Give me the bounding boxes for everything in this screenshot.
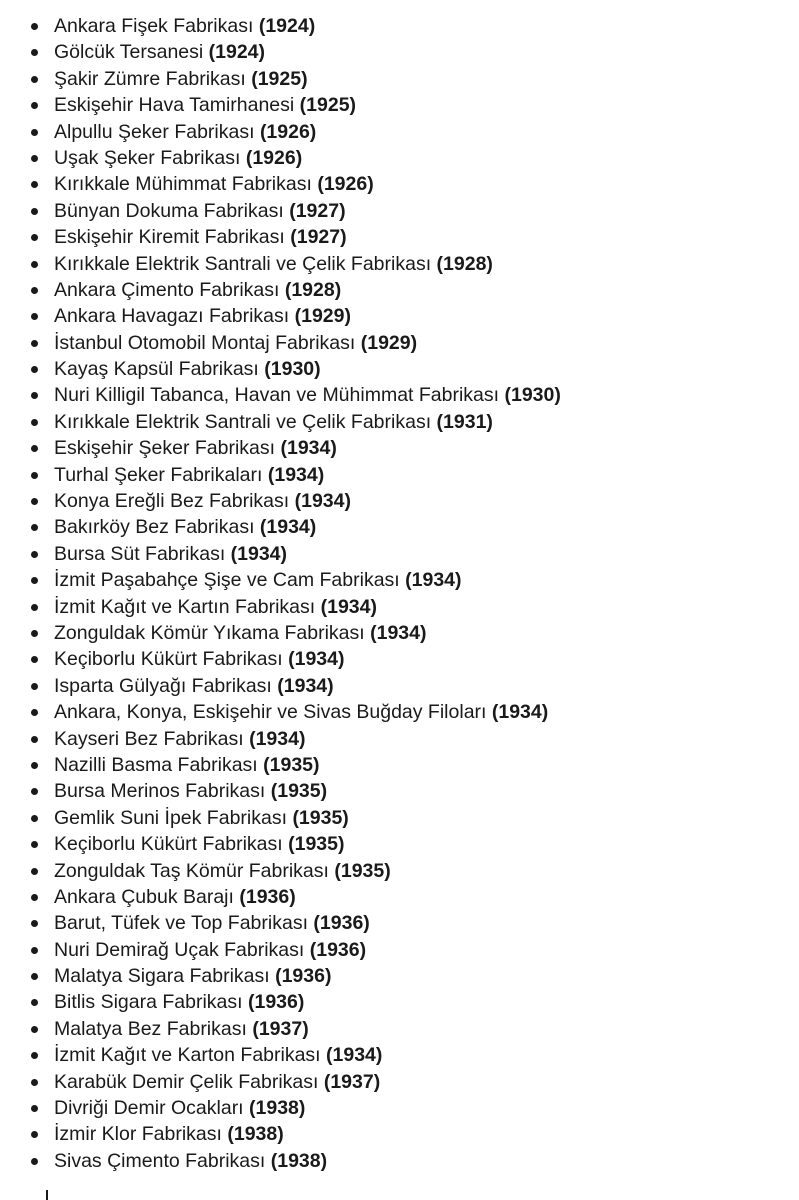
list-item bbox=[0, 726, 799, 752]
list-item bbox=[0, 514, 799, 540]
factory-name: Karabük Demir Çelik Fabrikası bbox=[54, 1070, 319, 1093]
list-item bbox=[0, 435, 799, 461]
factory-name: Uşak Şeker Fabrikası bbox=[54, 146, 241, 169]
factory-year: (1927) bbox=[290, 226, 347, 249]
bullet-icon bbox=[31, 392, 38, 399]
factory-name: Ankara, Konya, Eskişehir ve Sivas Buğday Filoları bbox=[54, 701, 487, 724]
factory-year: (1934) bbox=[259, 516, 317, 539]
bullet-icon bbox=[31, 498, 38, 505]
factory-year: (1934) bbox=[288, 648, 345, 671]
factory-year: (1929) bbox=[360, 331, 418, 354]
factory-year: (1936) bbox=[313, 912, 370, 935]
bullet-icon bbox=[31, 1131, 38, 1138]
bullet-icon bbox=[31, 261, 38, 268]
bullet-icon bbox=[31, 788, 38, 795]
factory-name: Nazilli Basma Fabrikası bbox=[54, 753, 258, 776]
bullet-icon bbox=[31, 973, 38, 980]
list-item bbox=[0, 92, 799, 118]
factory-year: (1936) bbox=[275, 965, 332, 988]
factory-year: (1938) bbox=[249, 1097, 306, 1120]
stray-mark bbox=[46, 1190, 48, 1200]
list-item bbox=[0, 277, 799, 303]
factory-name: Ankara Fişek Fabrikası bbox=[54, 15, 254, 37]
factory-name: Bursa Süt Fabrikası bbox=[54, 542, 226, 565]
list-item bbox=[0, 39, 799, 65]
factory-year: (1925) bbox=[299, 94, 357, 117]
list-item bbox=[0, 330, 799, 356]
bullet-icon bbox=[31, 1026, 38, 1033]
factory-name: Nuri Demirağ Uçak Fabrikası bbox=[54, 938, 305, 961]
bullet-icon bbox=[31, 76, 38, 83]
list-item bbox=[0, 1069, 799, 1095]
factory-name: Barut, Tüfek ve Top Fabrikası bbox=[54, 912, 308, 935]
bullet-icon bbox=[31, 419, 38, 426]
list-item bbox=[0, 462, 799, 488]
bullet-icon bbox=[31, 630, 38, 637]
factory-name: Malatya Bez Fabrikası bbox=[54, 1017, 247, 1040]
factory-year: (1934) bbox=[326, 1044, 383, 1067]
factory-name: Eskişehir Hava Tamirhanesi bbox=[54, 94, 295, 117]
factory-name: Bitlis Sigara Fabrikası bbox=[54, 991, 243, 1014]
list-item bbox=[0, 382, 799, 408]
factory-name: Şakir Zümre Fabrikası bbox=[54, 67, 246, 90]
bullet-icon bbox=[31, 1105, 38, 1112]
list-item bbox=[0, 541, 799, 567]
bullet-icon bbox=[31, 129, 38, 136]
factory-year: (1934) bbox=[491, 701, 549, 724]
list-item bbox=[0, 594, 799, 620]
factory-year: (1936) bbox=[248, 991, 305, 1014]
bullet-icon bbox=[31, 551, 38, 558]
factory-year: (1934) bbox=[370, 621, 427, 644]
list-item bbox=[0, 13, 799, 39]
bullet-icon bbox=[31, 841, 38, 848]
list-item bbox=[0, 805, 799, 831]
bullet-icon bbox=[31, 1158, 38, 1165]
factory-year: (1930) bbox=[264, 358, 321, 381]
bullet-icon bbox=[31, 287, 38, 294]
list-item bbox=[0, 119, 799, 145]
factory-year: (1929) bbox=[294, 305, 351, 328]
bullet-icon bbox=[31, 524, 38, 531]
bullet-icon bbox=[31, 920, 38, 927]
bullet-icon bbox=[31, 102, 38, 109]
bullet-icon bbox=[31, 445, 38, 452]
bullet-icon bbox=[31, 999, 38, 1006]
list-item bbox=[0, 831, 799, 857]
factory-name: Alpullu Şeker Fabrikası bbox=[54, 120, 255, 143]
list-item bbox=[0, 699, 799, 725]
bullet-icon bbox=[31, 155, 38, 162]
bullet-icon bbox=[31, 1079, 38, 1086]
list-item bbox=[0, 646, 799, 672]
factory-year: (1937) bbox=[252, 1017, 309, 1040]
bullet-icon bbox=[31, 49, 38, 56]
factory-name: İzmit Kağıt ve Kartın Fabrikası bbox=[54, 595, 316, 618]
factory-year: (1934) bbox=[267, 463, 325, 486]
factory-year: (1934) bbox=[277, 674, 334, 697]
bullet-icon bbox=[31, 340, 38, 347]
factory-name: Zonguldak Kömür Yıkama Fabrikası bbox=[54, 621, 365, 644]
factory-name: Malatya Sigara Fabrikası bbox=[54, 965, 270, 988]
list-item bbox=[0, 567, 799, 593]
factory-year: (1935) bbox=[288, 833, 345, 856]
bullet-icon bbox=[31, 366, 38, 373]
list-item bbox=[0, 1121, 799, 1147]
bullet-icon bbox=[31, 815, 38, 822]
factory-name: Divriği Demir Ocakları bbox=[54, 1097, 244, 1120]
factory-year: (1934) bbox=[249, 727, 306, 750]
factory-name: Keçiborlu Kükürt Fabrikası bbox=[54, 648, 283, 671]
factory-name: Gölcük Tersanesi bbox=[54, 41, 204, 64]
bullet-icon bbox=[31, 656, 38, 663]
factory-name: İzmir Klor Fabrikası bbox=[54, 1123, 222, 1146]
factory-name: Isparta Gülyağı Fabrikası bbox=[54, 674, 272, 697]
factory-year: (1938) bbox=[227, 1123, 284, 1146]
list-item bbox=[0, 910, 799, 936]
factory-name: İzmit Kağıt ve Karton Fabrikası bbox=[54, 1044, 321, 1067]
bullet-icon bbox=[31, 208, 38, 215]
factory-name: Sivas Çimento Fabrikası bbox=[54, 1149, 266, 1172]
list-item bbox=[0, 145, 799, 171]
list-item bbox=[0, 1042, 799, 1068]
list-item bbox=[0, 488, 799, 514]
list-item bbox=[0, 1016, 799, 1042]
factory-year: (1925) bbox=[251, 67, 308, 90]
factory-name: Kayseri Bez Fabrikası bbox=[54, 727, 244, 750]
factory-name: Kırıkkale Mühimmat Fabrikası bbox=[54, 173, 312, 196]
factory-year: (1931) bbox=[436, 410, 493, 433]
factory-name: Ankara Çimento Fabrikası bbox=[54, 278, 280, 301]
factory-year: (1936) bbox=[239, 885, 296, 908]
factory-year: (1926) bbox=[317, 173, 374, 196]
factory-list bbox=[0, 13, 799, 1174]
bullet-icon bbox=[31, 683, 38, 690]
factory-year: (1937) bbox=[323, 1070, 381, 1093]
factory-name: Bünyan Dokuma Fabrikası bbox=[54, 199, 284, 222]
bullet-icon bbox=[31, 868, 38, 875]
list-item bbox=[0, 778, 799, 804]
factory-name: Ankara Çubuk Barajı bbox=[54, 885, 234, 908]
list-item bbox=[0, 752, 799, 778]
factory-year: (1936) bbox=[309, 938, 367, 961]
list-item bbox=[0, 884, 799, 910]
factory-year: (1935) bbox=[292, 806, 349, 829]
factory-name: Bakırköy Bez Fabrikası bbox=[54, 516, 255, 539]
factory-year: (1934) bbox=[320, 595, 377, 618]
factory-year: (1934) bbox=[280, 437, 337, 460]
bullet-icon bbox=[31, 181, 38, 188]
bullet-icon bbox=[31, 762, 38, 769]
factory-name: İstanbul Otomobil Montaj Fabrikası bbox=[54, 331, 356, 354]
factory-year: (1935) bbox=[263, 753, 320, 776]
list-item bbox=[0, 963, 799, 989]
factory-year: (1934) bbox=[230, 542, 288, 565]
list-item bbox=[0, 198, 799, 224]
factory-year: (1934) bbox=[405, 569, 462, 592]
list-item bbox=[0, 356, 799, 382]
bullet-icon bbox=[31, 472, 38, 479]
factory-year: (1928) bbox=[436, 252, 493, 275]
list-item bbox=[0, 224, 799, 250]
list-item bbox=[0, 673, 799, 699]
factory-year: (1924) bbox=[208, 41, 266, 64]
factory-name: Bursa Merinos Fabrikası bbox=[54, 780, 266, 803]
factory-name: Eskişehir Kiremit Fabrikası bbox=[54, 226, 285, 249]
list-item bbox=[0, 1148, 799, 1174]
bullet-icon bbox=[31, 577, 38, 584]
factory-name: Nuri Killigil Tabanca, Havan ve Mühimmat Fabrikası bbox=[54, 384, 500, 407]
list-item bbox=[0, 1095, 799, 1121]
factory-name: Keçiborlu Kükürt Fabrikası bbox=[54, 833, 283, 856]
list-item bbox=[0, 171, 799, 197]
list-item bbox=[0, 66, 799, 92]
factory-year: (1934) bbox=[294, 490, 351, 513]
factory-year: (1926) bbox=[259, 120, 317, 143]
factory-name: Konya Ereğli Bez Fabrikası bbox=[54, 490, 290, 513]
factory-year: (1930) bbox=[504, 384, 561, 407]
bullet-icon bbox=[31, 1052, 38, 1059]
factory-name: İzmit Paşabahçe Şişe ve Cam Fabrikası bbox=[54, 569, 400, 592]
factory-name: Gemlik Suni İpek Fabrikası bbox=[54, 806, 288, 829]
bullet-icon bbox=[31, 604, 38, 611]
factory-name: Kırıkkale Elektrik Santrali ve Çelik Fabrikası bbox=[54, 410, 432, 433]
factory-name: Kırıkkale Elektrik Santrali ve Çelik Fabrikası bbox=[54, 252, 432, 275]
factory-year: (1938) bbox=[270, 1149, 328, 1172]
bullet-icon bbox=[31, 894, 38, 901]
bullet-icon bbox=[31, 313, 38, 320]
factory-year: (1935) bbox=[270, 780, 328, 803]
bullet-icon bbox=[31, 234, 38, 241]
list-item bbox=[0, 858, 799, 884]
list-item bbox=[0, 989, 799, 1015]
factory-name: Kayaş Kapsül Fabrikası bbox=[54, 358, 259, 381]
factory-year: (1924) bbox=[258, 15, 316, 37]
factory-year: (1935) bbox=[334, 859, 391, 882]
list-item bbox=[0, 620, 799, 646]
bullet-icon bbox=[31, 947, 38, 954]
bullet-icon bbox=[31, 736, 38, 743]
list-item bbox=[0, 409, 799, 435]
factory-name: Ankara Havagazı Fabrikası bbox=[54, 305, 290, 328]
factory-year: (1928) bbox=[284, 278, 342, 301]
factory-name: Turhal Şeker Fabrikaları bbox=[54, 463, 263, 486]
factory-name: Eskişehir Şeker Fabrikası bbox=[54, 437, 276, 460]
list-item bbox=[0, 251, 799, 277]
factory-year: (1926) bbox=[245, 146, 303, 169]
bullet-icon bbox=[31, 23, 38, 30]
factory-year: (1927) bbox=[289, 199, 346, 222]
list-item bbox=[0, 937, 799, 963]
bullet-icon bbox=[31, 709, 38, 716]
factory-name: Zonguldak Taş Kömür Fabrikası bbox=[54, 859, 329, 882]
list-item bbox=[0, 303, 799, 329]
